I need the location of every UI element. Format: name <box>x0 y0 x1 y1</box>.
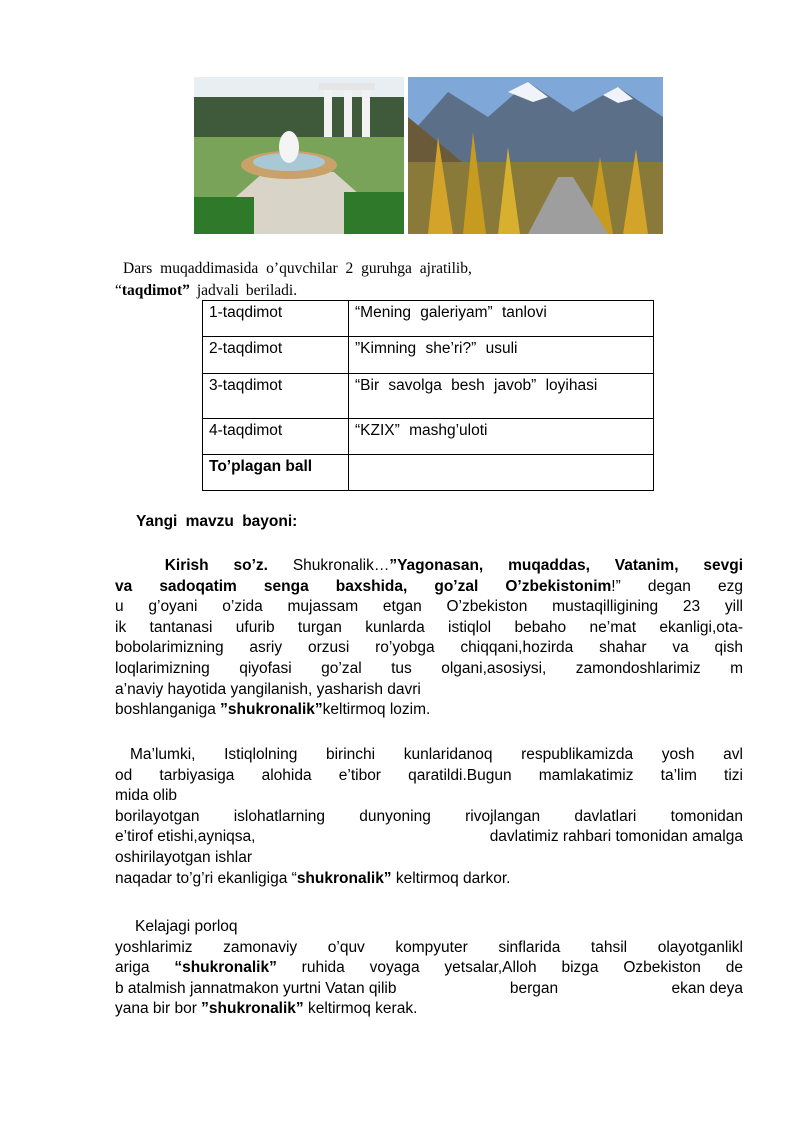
table-row <box>203 455 654 491</box>
paragraph-line: yana bir bor ”shukronalik” keltirmoq kerak. <box>115 1000 418 1018</box>
mountain-autumn-photo <box>408 77 663 234</box>
taqdimot-table <box>202 300 654 491</box>
paragraph-line: yoshlarimiz zamonaviy o’quv kompyuter sinflarida tahsil olayotganlikl <box>115 938 743 956</box>
table-row <box>203 301 654 337</box>
table-cell-value: “KZIX” mashg’uloti <box>349 419 654 455</box>
paragraph-line: Kelajagi porloq <box>135 918 238 935</box>
paragraph-line: od tarbiyasiga alohida e’tibor qaratildi.Bugun mamlakatimiz ta’lim tizi <box>115 766 743 784</box>
paragraph-line: e’tirof etishi,ayniqsa, davlatimiz rahbari tomonidan amalga <box>115 828 743 846</box>
park-fountain-photo <box>194 77 404 234</box>
intro-line-1: Dars muqaddimasida o’quvchilar 2 guruhga ajratilib, <box>123 260 472 277</box>
table-cell-label: 4-taqdimot <box>203 419 349 455</box>
table-row <box>203 374 654 419</box>
table-cell-label: 3-taqdimot <box>203 374 349 419</box>
section-heading: Yangi mavzu bayoni: <box>136 513 298 530</box>
paragraph-line: borilayotgan islohatlarning dunyoning rivojlangan davlatlari tomonidan <box>115 807 743 825</box>
paragraph-line: mida olib <box>115 787 178 805</box>
table-cell-value: ”Kimning she’ri?” usuli <box>349 337 654 374</box>
paragraph-line: b atalmish jannatmakon yurtni Vatan qilib bergan ekan deya <box>115 979 743 997</box>
paragraph-line: Ma’lumki, Istiqlolning birinchi kunlaridanoq respublikamizda yosh avl <box>130 746 743 763</box>
table-cell-label: 2-taqdimot <box>203 337 349 374</box>
paragraph-line: u g’oyani o’zida mujassam etgan O’zbekiston mustaqilligining 23 yill <box>115 598 743 616</box>
paragraph-line: naqadar to’g’ri ekanligiga “shukronalik” keltirmoq darkor. <box>115 869 511 887</box>
table-row <box>203 337 654 374</box>
paragraph-line: Kirish so’z. Shukronalik…”Yagonasan, muqaddas, Vatanim, sevgi <box>164 557 743 574</box>
paragraph-kirish <box>115 556 743 721</box>
table-cell-total-label: To’plagan ball <box>203 455 349 491</box>
paragraph-kelajagi <box>115 917 743 1020</box>
paragraph-line: ik tantanasi ufurib turgan kunlarda istiqlol bebaho ne’mat ekanligi,ota- <box>115 618 743 636</box>
intro-line-2: “taqdimot” jadvali beriladi. <box>115 282 298 299</box>
paragraph-line: va sadoqatim senga baxshida, go’zal O’zbekistonim!” degan ezg <box>115 577 743 595</box>
paragraph-line: oshirilayotgan ishlar <box>115 848 252 866</box>
paragraph-line: loqlarimizning qiyofasi go’zal tus olgani,asosiysi, zamondoshlarimiz m <box>115 659 743 677</box>
table-cell-value: “Mening galeriyam” tanlovi <box>349 301 654 337</box>
paragraph-line: boshlanganiga ”shukronalik”keltirmoq lozim. <box>115 701 431 719</box>
paragraph-line: bobolarimizning asriy orzusi ro’yobga chiqqani,hozirda shahar va qish <box>115 639 743 657</box>
paragraph-line: ariga “shukronalik” ruhida voyaga yetsalar,Alloh bizga Ozbekiston de <box>115 959 743 977</box>
paragraph-line: a’naviy hayotida yangilanish, yasharish davri <box>115 680 421 698</box>
table-cell-label: 1-taqdimot <box>203 301 349 337</box>
table-cell-total-value <box>349 455 654 491</box>
table-cell-value: “Bir savolga besh javob” loyihasi <box>349 374 654 419</box>
table-row <box>203 419 654 455</box>
paragraph-malumki <box>115 745 743 889</box>
